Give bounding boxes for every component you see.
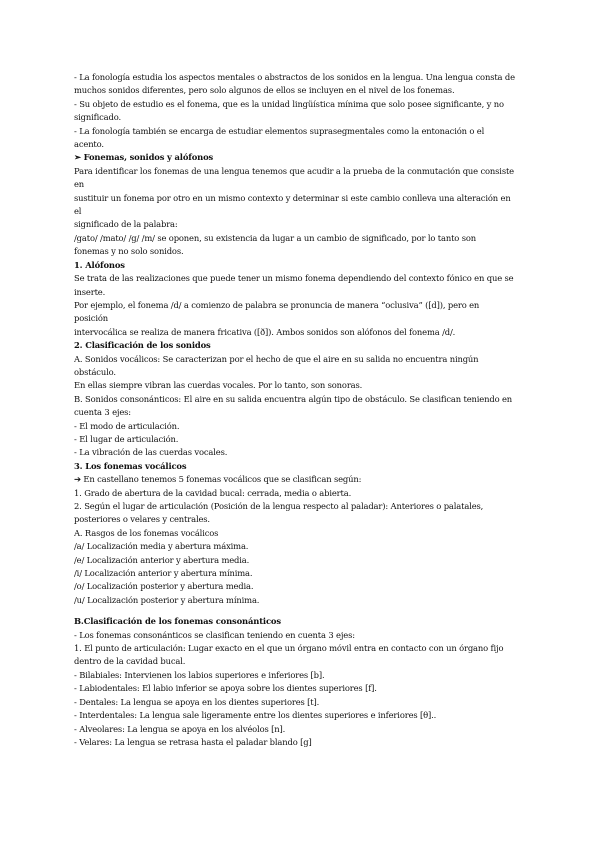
text-line: Por ejemplo, el fonema /d/ a comienzo de palabra se pronuncia de manera “oclusiva” ([d]), pero en — [74, 299, 480, 310]
text-line: A. Rasgos de los fonemas vocálicos — [74, 527, 219, 538]
text-line: - La vibración de las cuerdas vocales. — [74, 447, 228, 458]
text-line: /o/ Localización posterior y abertura media. — [74, 581, 254, 592]
text-line: - Interdentales: La lengua sale ligeramente entre los dientes superiores e inferiores [θ].. — [74, 710, 437, 721]
text-line: - Su objeto de estudio es el fonema, que es la unidad lingüística mínima que solo posee significante, y no — [74, 98, 504, 109]
text-line: - Los fonemas consonánticos se clasifican teniendo en cuenta 3 ejes: — [74, 629, 355, 640]
blank-gap — [74, 607, 536, 615]
text-line: /a/ Localización media y abertura máxima. — [74, 541, 249, 552]
text-line: posteriores o velares y centrales. — [74, 514, 210, 525]
document-body — [74, 71, 536, 749]
text-line: significado de la palabra: — [74, 219, 178, 230]
text-line: 1. El punto de articulación: Lugar exacto en el que un órgano móvil entra en contacto con un órgano fijo — [74, 643, 504, 654]
text-line: - Bilabiales: Intervienen los labios superiores e inferiores [b]. — [74, 669, 325, 680]
text-line: obstáculo. — [74, 366, 116, 377]
text-line: ➔ En castellano tenemos 5 fonemas vocálicos que se clasifican según: — [74, 474, 362, 485]
text-line: - El modo de articulación. — [74, 420, 180, 431]
text-line: el — [74, 206, 82, 217]
section-heading: 2. Clasificación de los sonidos — [74, 340, 211, 351]
text-line: B. Sonidos consonánticos: El aire en su salida encuentra algún tipo de obstáculo. Se clasifican teniendo en — [74, 393, 513, 404]
text-line: inserte. — [74, 286, 106, 297]
text-line: /gato/ /mato/ /g/ /m/ se oponen, su existencia da lugar a un cambio de significado, por lo tanto son — [74, 232, 476, 243]
text-line: Para identificar los fonemas de una lengua tenemos que acudir a la prueba de la conmutación que consiste — [74, 165, 514, 176]
text-line: /u/ Localización posterior y abertura mínima. — [74, 594, 260, 605]
text-line: significado. — [74, 112, 121, 123]
text-line: - La fonología estudia los aspectos mentales o abstractos de los sonidos en la lengua. Una lengua consta de — [74, 72, 515, 82]
text-line: posición — [74, 313, 108, 324]
section-heading: 1. Alófonos — [74, 259, 125, 270]
text-line: intervocálica se realiza de manera fricativa ([ð]). Ambos sonidos son alófonos del fonema /d/. — [74, 326, 456, 337]
text-line: /i/ Localización anterior y abertura mínima. — [74, 568, 253, 579]
text-line: acento. — [74, 139, 104, 150]
text-line: - Labiodentales: El labio inferior se apoya sobre los dientes superiores [f]. — [74, 683, 377, 694]
text-line: 1. Grado de abertura de la cavidad bucal: cerrada, media o abierta. — [74, 487, 352, 498]
text-line: - Dentales: La lengua se apoya en los dientes superiores [t]. — [74, 696, 320, 707]
text-line: - El lugar de articulación. — [74, 433, 179, 444]
text-line: sustituir un fonema por otro en un mismo contexto y determinar si este cambio conlleva una alteración en — [74, 192, 511, 203]
text-line: - Alveolares: La lengua se apoya en los alvéolos [n]. — [74, 723, 286, 734]
section-heading: B.Clasificación de los fonemas consonánticos — [74, 616, 281, 627]
section-heading: ➢ Fonemas, sonidos y alófonos — [74, 152, 214, 163]
text-line: 2. Según el lugar de articulación (Posición de la lengua respecto al paladar): Anteriores o palatales, — [74, 501, 484, 511]
text-line: /e/ Localización anterior y abertura media. — [74, 554, 250, 565]
text-line: Se trata de las realizaciones que puede tener un mismo fonema dependiendo del contexto fónico en que se — [74, 273, 514, 284]
section-heading: 3. Los fonemas vocálicos — [74, 460, 187, 471]
text-line: A. Sonidos vocálicos: Se caracterizan por el hecho de que el aire en su salida no encuentra ningún — [74, 353, 479, 364]
text-line: dentro de la cavidad bucal. — [74, 656, 186, 667]
text-line: cuenta 3 ejes: — [74, 407, 131, 418]
text-line: - La fonología también se encarga de estudiar elementos suprasegmentales como la entonación o el — [74, 125, 485, 136]
text-line: muchos sonidos diferentes, pero solo algunos de ellos se incluyen en el nivel de los fonemas. — [74, 85, 455, 96]
text-line: - Velares: La lengua se retrasa hasta el paladar blando [g] — [74, 736, 312, 747]
text-line: fonemas y no solo sonidos. — [74, 246, 184, 257]
text-line: en — [74, 179, 85, 190]
text-line: En ellas siempre vibran las cuerdas vocales. Por lo tanto, son sonoras. — [74, 380, 363, 391]
